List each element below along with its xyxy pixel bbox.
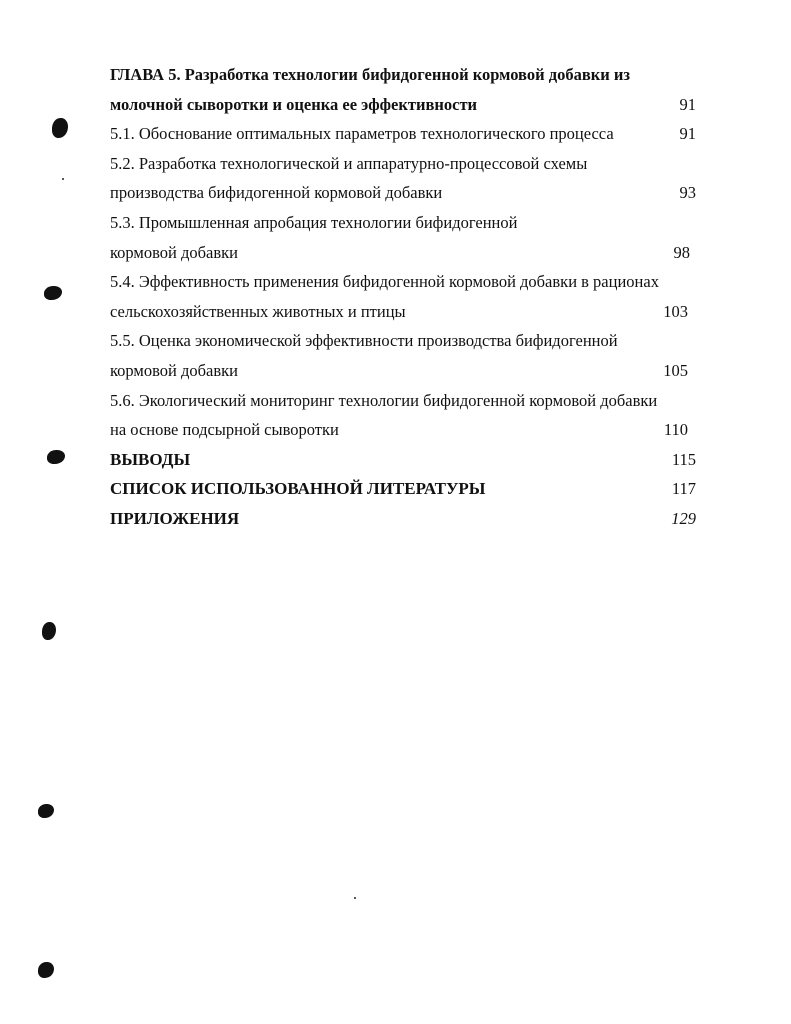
toc-entry-text: 5.3. Промышленная апробация технологии бифидогенной	[110, 212, 518, 232]
toc-page-number: 117	[671, 479, 696, 499]
punch-hole-mark	[47, 450, 65, 464]
toc-entry-5-1	[110, 119, 700, 149]
toc-page-number: 91	[679, 94, 696, 114]
toc-entry-text: 5.6. Экологический мониторинг технологии бифидогенной кормовой добавки	[110, 390, 658, 410]
punch-hole-mark	[38, 962, 54, 978]
toc-entry-5-3-line1	[110, 208, 700, 238]
scan-speck	[354, 897, 356, 899]
toc-entry-text: ВЫВОДЫ	[110, 449, 191, 469]
toc-entry-5-6-line1	[110, 386, 700, 416]
toc-page-number: 98	[673, 242, 690, 262]
toc-entry-text: на основе подсырной сыворотки	[110, 420, 339, 440]
toc-page-number: 110	[663, 420, 688, 440]
toc-entry-conclusions	[110, 445, 700, 475]
toc-entry-text: кормовой добавки	[110, 360, 239, 380]
toc-entry-5-5-line2	[110, 356, 700, 386]
scan-speck	[62, 178, 64, 180]
punch-hole-mark	[52, 118, 68, 138]
toc-entry-text: производства бифидогенной кормовой добавки	[110, 183, 443, 203]
toc-entry-text: ПРИЛОЖЕНИЯ	[110, 508, 240, 528]
table-of-contents	[110, 60, 700, 534]
toc-entry-5-2-line2	[110, 178, 700, 208]
toc-entry-5-6-line2	[110, 415, 700, 445]
punch-hole-mark	[44, 286, 62, 300]
toc-entry-5-4-line2	[110, 297, 700, 327]
toc-entry-text: 5.1. Обоснование оптимальных параметров технологического процесса	[110, 124, 614, 144]
toc-entry-5-5-line1	[110, 326, 700, 356]
toc-entry-text: СПИСОК ИСПОЛЬЗОВАННОЙ ЛИТЕРАТУРЫ	[110, 479, 486, 499]
toc-entry-chapter5-line2	[110, 90, 700, 120]
toc-entry-text: 5.4. Эффективность применения бифидогенной кормовой добавки в рационах	[110, 272, 659, 292]
toc-entry-text: 5.2. Разработка технологической и аппаратурно-процессовой схемы	[110, 153, 588, 173]
toc-page-number: 105	[663, 360, 688, 380]
toc-entry-text: кормовой добавки	[110, 242, 239, 262]
toc-entry-text: сельскохозяйственных животных и птицы	[110, 301, 406, 321]
punch-hole-mark	[42, 622, 56, 640]
toc-page-number: 129	[671, 508, 696, 528]
toc-entry-text: ГЛАВА 5. Разработка технологии бифидогенной кормовой добавки из	[110, 65, 630, 84]
toc-entry-references	[110, 474, 700, 504]
toc-page-number: 93	[679, 183, 696, 203]
toc-page-number: 103	[663, 301, 688, 321]
toc-entry-5-2-line1	[110, 149, 700, 179]
toc-entry-text: 5.5. Оценка экономической эффективности производства бифидогенной	[110, 331, 618, 351]
toc-entry-appendices	[110, 504, 700, 534]
toc-page-number: 115	[671, 449, 696, 469]
toc-entry-5-4-line1	[110, 267, 700, 297]
punch-hole-mark	[38, 804, 54, 818]
toc-entry-text: молочной сыворотки и оценка ее эффективности	[110, 94, 478, 114]
toc-page-number: 91	[679, 124, 696, 144]
toc-entry-chapter5-line1	[110, 60, 700, 90]
toc-entry-5-3-line2	[110, 238, 700, 268]
